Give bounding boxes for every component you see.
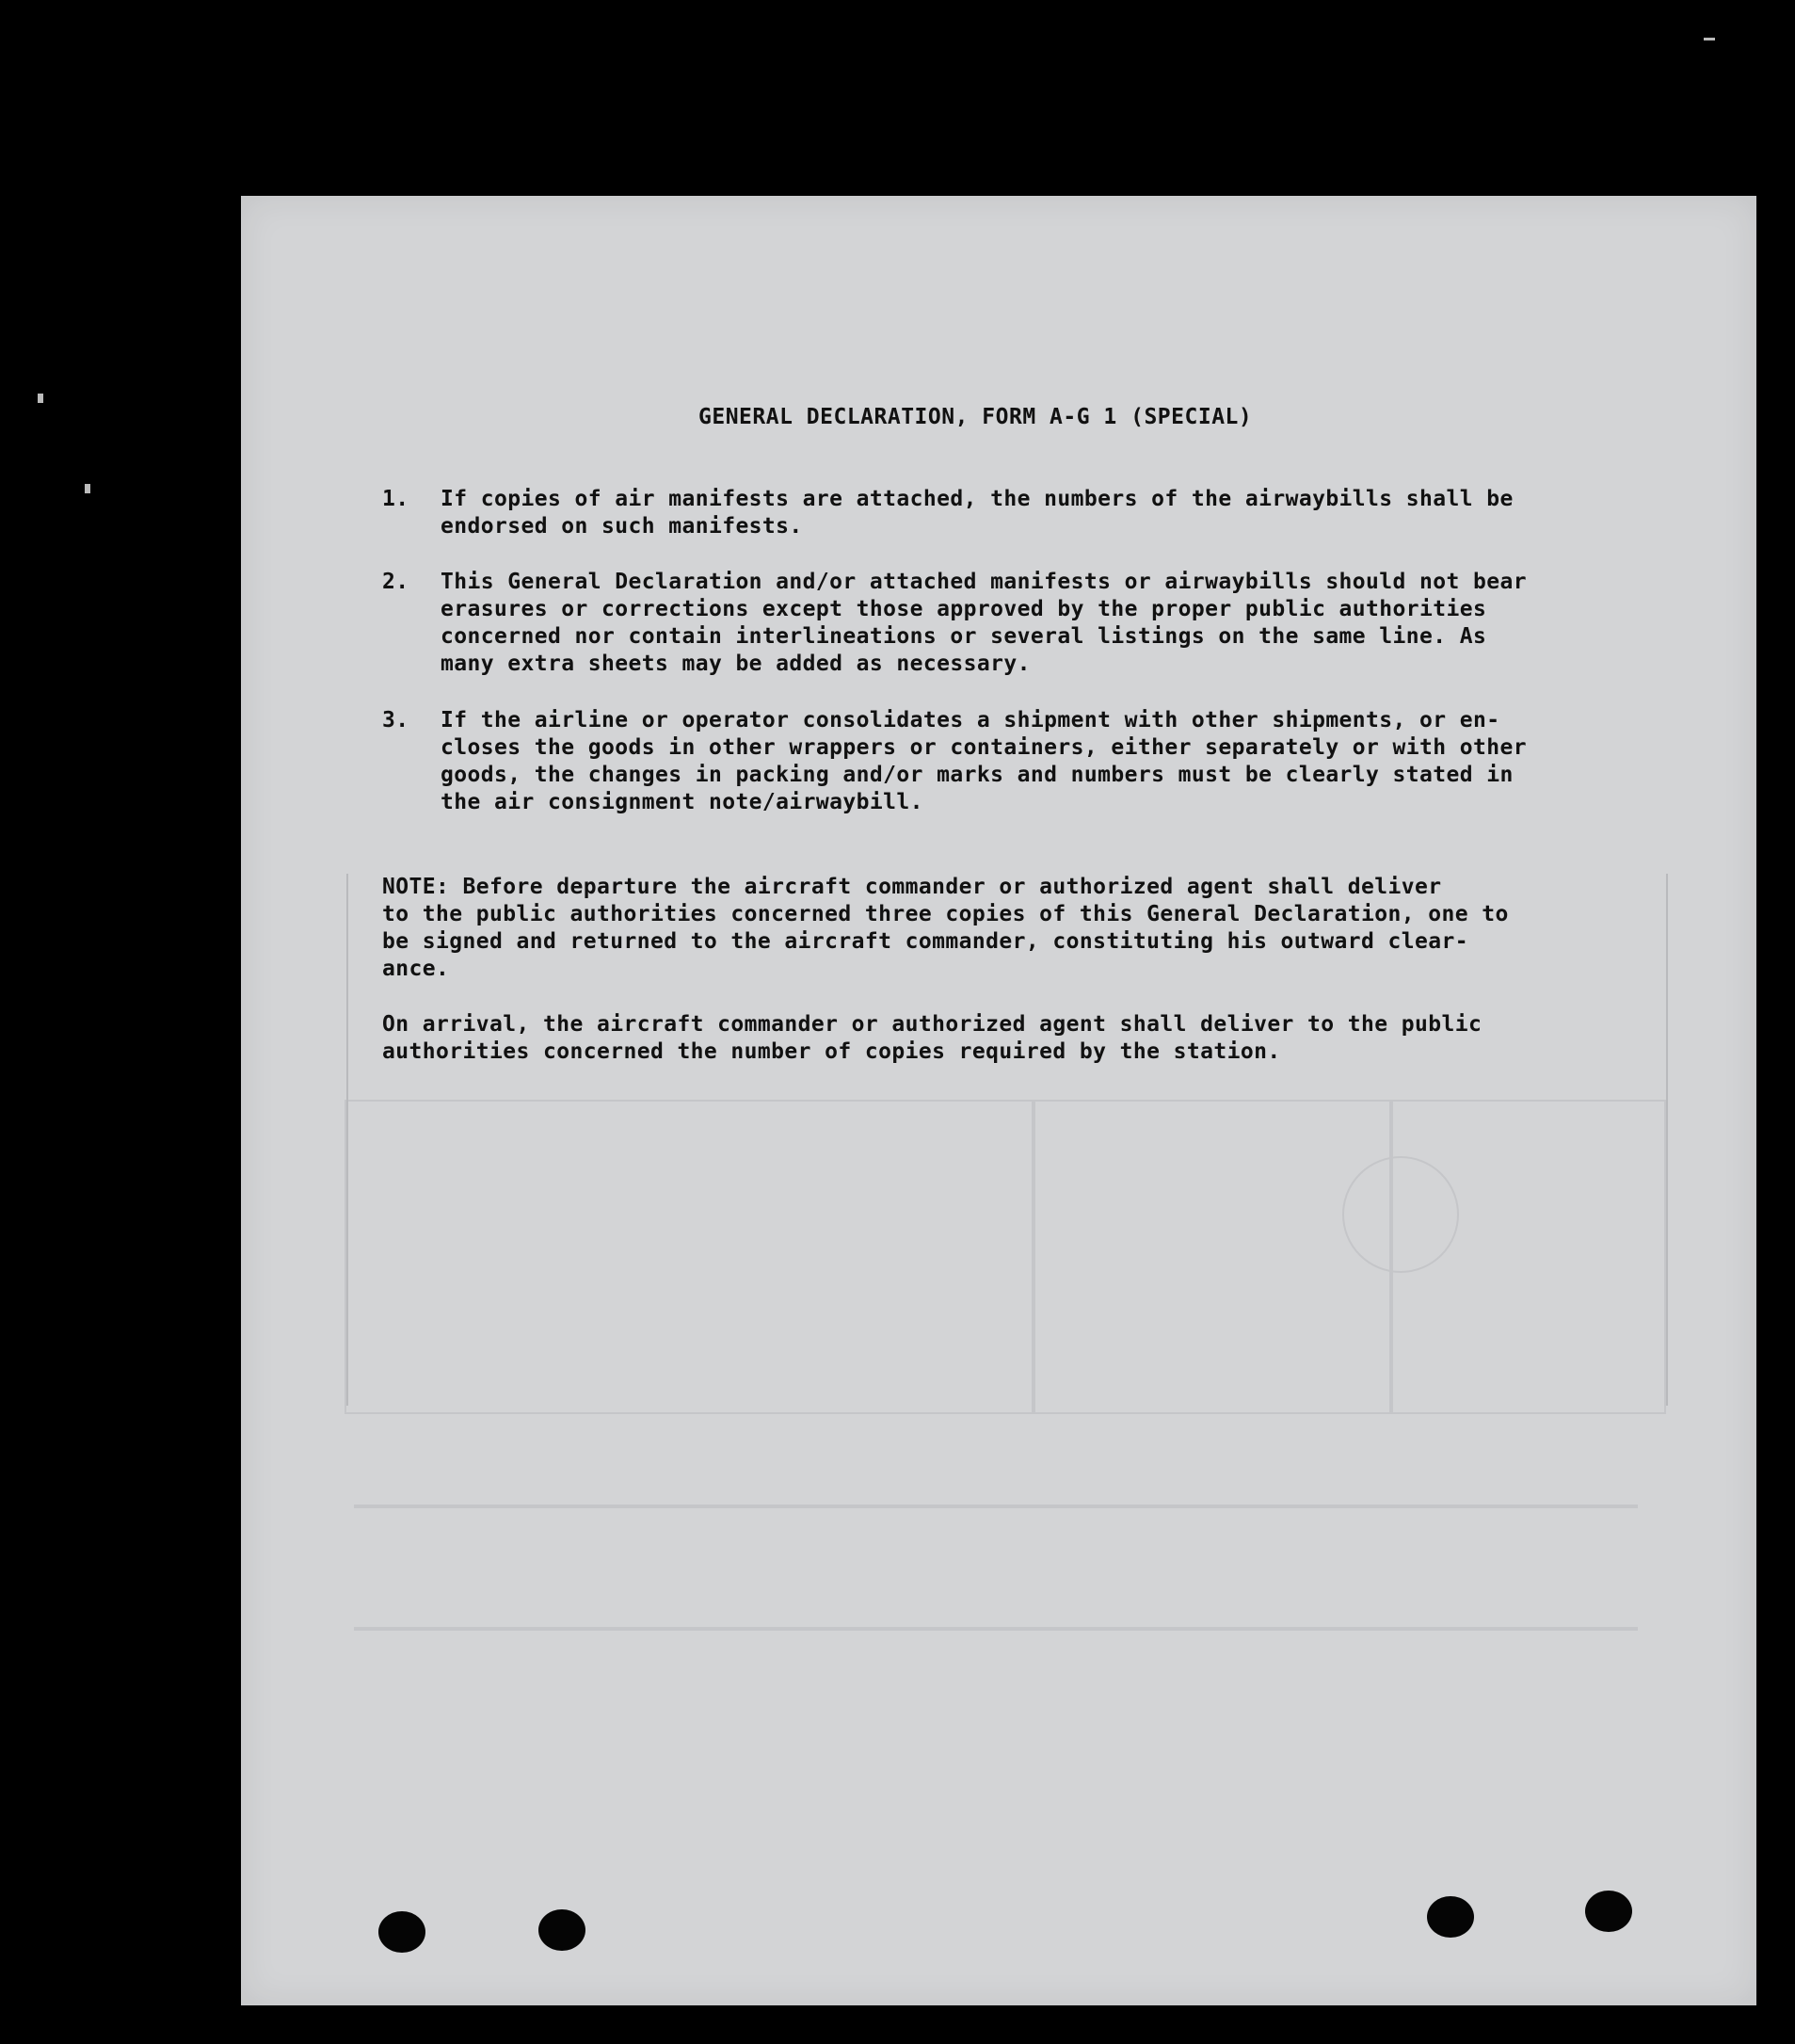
item-text: This General Declaration and/or attached manifests or airwaybills should not bear erasures or corrections except those approved by the proper public authorities concerned nor contain interlineations or several listings on the same line. As many extra sheets may be added as necessary. [441, 570, 1528, 676]
item-text: If copies of air manifests are attached, the numbers of the airwaybills shall be endorsed on such manifests. [441, 487, 1514, 539]
form-title: GENERAL DECLARATION, FORM A-G 1 (SPECIAL) [698, 405, 1253, 429]
instruction-item-3 [382, 707, 1606, 816]
punch-hole [378, 1911, 425, 1953]
item-number: 3. [382, 708, 409, 732]
punch-hole [1427, 1896, 1474, 1938]
document-content [241, 196, 1756, 2005]
scan-speck [38, 394, 43, 403]
item-text: If the airline or operator consolidates a shipment with other shipments, or en- closes the goods in other wrappers or containers, either separately or with other goods, the changes in packing and/or marks and numbers must be clearly stated in the air consignment note/airwaybill. [441, 708, 1528, 814]
punch-hole [1585, 1891, 1632, 1932]
instruction-item-2 [382, 569, 1606, 678]
document-page [241, 196, 1756, 2005]
scan-speck [1704, 38, 1715, 40]
item-number: 1. [382, 487, 409, 511]
note-paragraph: NOTE: Before departure the aircraft commander or authorized agent shall deliver to the public authorities concerned three copies of this General Declaration, one to be signed and returned to the aircraft commander, constituting his outward clear- ance. [382, 875, 1509, 981]
arrival-paragraph: On arrival, the aircraft commander or authorized agent shall deliver to the public authorities concerned the number of copies required by the station. [382, 1012, 1482, 1064]
item-number: 2. [382, 570, 409, 594]
punch-hole [538, 1909, 585, 1951]
scan-speck [85, 484, 90, 493]
instruction-item-1 [382, 486, 1606, 540]
